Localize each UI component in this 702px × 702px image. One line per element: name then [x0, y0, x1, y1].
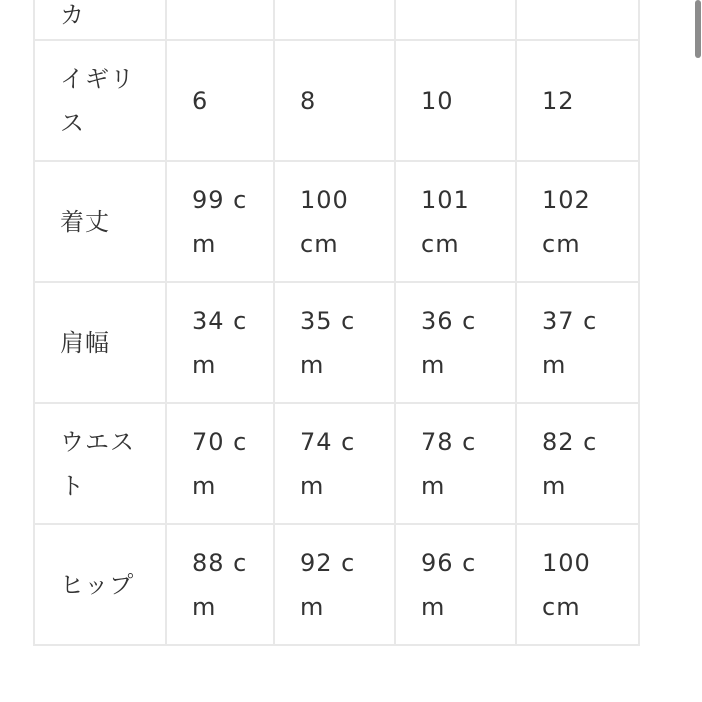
- row-label-cell: [34, 40, 166, 161]
- row-label-cell: [34, 0, 166, 40]
- table-row-waist: [34, 403, 639, 524]
- value-cell: [166, 161, 274, 282]
- table-row-partial: [34, 0, 639, 40]
- cell-value: 88 cm: [192, 548, 248, 621]
- cell-value: 100 cm: [542, 548, 591, 621]
- size-chart-table: [33, 0, 640, 646]
- table-row-shoulder: [34, 282, 639, 403]
- value-cell: [395, 403, 516, 524]
- value-cell: [395, 282, 516, 403]
- value-cell: [166, 0, 274, 40]
- value-cell: [166, 524, 274, 645]
- value-cell: [274, 40, 395, 161]
- value-cell: [274, 282, 395, 403]
- cell-value: 37 cm: [542, 306, 598, 379]
- cell-value: 70 cm: [192, 427, 248, 500]
- row-label-cell: [34, 524, 166, 645]
- cell-value: 8: [300, 86, 317, 115]
- value-cell: [516, 40, 639, 161]
- value-cell: [166, 282, 274, 403]
- cell-value: 92 cm: [300, 548, 356, 621]
- row-label: イギリス: [60, 64, 135, 137]
- row-label: ウエスト: [60, 427, 135, 500]
- cell-value: 102 cm: [542, 185, 591, 258]
- cell-value: 78 cm: [421, 427, 477, 500]
- scrollbar-thumb[interactable]: [695, 0, 701, 58]
- cell-value: 74 cm: [300, 427, 356, 500]
- value-cell: [395, 524, 516, 645]
- row-label: 肩幅: [60, 328, 110, 357]
- row-label: カ: [60, 0, 85, 29]
- cell-value: 100 cm: [300, 185, 349, 258]
- value-cell: [395, 161, 516, 282]
- row-label: ヒップ: [60, 570, 135, 599]
- value-cell: [274, 403, 395, 524]
- row-label-cell: [34, 282, 166, 403]
- value-cell: [516, 282, 639, 403]
- value-cell: [166, 40, 274, 161]
- value-cell: [516, 524, 639, 645]
- cell-value: 34 cm: [192, 306, 248, 379]
- value-cell: [395, 40, 516, 161]
- cell-value: 10: [421, 86, 454, 115]
- row-label-cell: [34, 403, 166, 524]
- cell-value: 96 cm: [421, 548, 477, 621]
- value-cell: [166, 403, 274, 524]
- table-row-uk-size: [34, 40, 639, 161]
- value-cell: [516, 403, 639, 524]
- cell-value: 101 cm: [421, 185, 470, 258]
- value-cell: [516, 161, 639, 282]
- row-label: 着丈: [60, 207, 110, 236]
- vertical-scrollbar[interactable]: [694, 0, 702, 702]
- cell-value: 12: [542, 86, 575, 115]
- cell-value: 6: [192, 86, 209, 115]
- cell-value: 82 cm: [542, 427, 598, 500]
- value-cell: [516, 0, 639, 40]
- value-cell: [274, 161, 395, 282]
- table-row-hip: [34, 524, 639, 645]
- table-row-length: [34, 161, 639, 282]
- cell-value: 99 cm: [192, 185, 248, 258]
- row-label-cell: [34, 161, 166, 282]
- cell-value: 36 cm: [421, 306, 477, 379]
- value-cell: [395, 0, 516, 40]
- cell-value: 35 cm: [300, 306, 356, 379]
- value-cell: [274, 524, 395, 645]
- value-cell: [274, 0, 395, 40]
